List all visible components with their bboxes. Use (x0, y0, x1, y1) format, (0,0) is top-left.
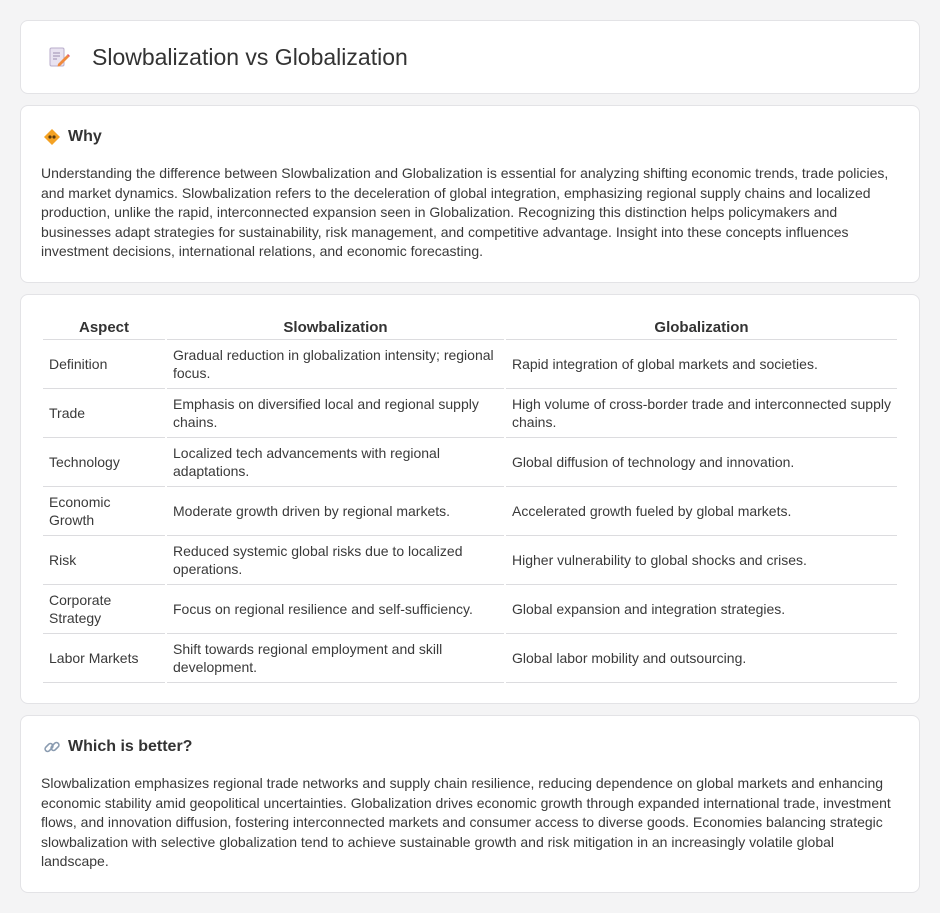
cell-slowbalization: Moderate growth driven by regional markets. (167, 487, 504, 536)
why-section (20, 105, 920, 283)
cell-aspect: Definition (43, 340, 165, 389)
cell-aspect: Technology (43, 438, 165, 487)
document-pencil-icon (47, 45, 71, 69)
table-row (43, 634, 897, 683)
cell-slowbalization: Shift towards regional employment and skill development. (167, 634, 504, 683)
cell-slowbalization: Gradual reduction in globalization intensity; regional focus. (167, 340, 504, 389)
cell-slowbalization: Localized tech advancements with regional adaptations. (167, 438, 504, 487)
which-title: Which is better? (68, 738, 193, 755)
table-row (43, 536, 897, 585)
cell-aspect: Trade (43, 389, 165, 438)
cell-globalization: Global diffusion of technology and innovation. (506, 438, 897, 487)
cell-globalization: Rapid integration of global markets and societies. (506, 340, 897, 389)
cell-slowbalization: Emphasis on diversified local and regional supply chains. (167, 389, 504, 438)
cell-globalization: Global labor mobility and outsourcing. (506, 634, 897, 683)
cell-aspect: Economic Growth (43, 487, 165, 536)
cell-slowbalization: Focus on regional resilience and self-sufficiency. (167, 585, 504, 634)
table-row (43, 389, 897, 438)
cell-globalization: Accelerated growth fueled by global markets. (506, 487, 897, 536)
table-row (43, 585, 897, 634)
page-title: Slowbalization vs Globalization (92, 43, 408, 70)
header-aspect: Aspect (43, 315, 165, 340)
title-card (20, 20, 920, 94)
header-slowbalization: Slowbalization (167, 315, 504, 340)
which-text: Slowbalization emphasizes regional trade networks and supply chain resilience, reducing dependence on global markets and enhancing economic stability amid geopolitical uncertainties. Globalization drives economic growth through expanded international trade, investment flows, and innovation diffusion, fostering interconnected markets and consumer access to diverse goods. Economies balancing strategic slowbalization with selective globalization tend to achieve sustainable growth and risk mitigation in an increasingly volatile global landscape. (41, 775, 891, 870)
cell-aspect: Labor Markets (43, 634, 165, 683)
link-icon (43, 738, 61, 756)
diamond-sign-icon (43, 128, 61, 146)
comparison-table-card (20, 294, 920, 704)
which-section (20, 715, 920, 893)
why-text: Understanding the difference between Slowbalization and Globalization is essential for analyzing shifting economic trends, trade policies, and market dynamics. Slowbalization refers to the deceleration of global integration, emphasizing regional supply chains and localized production, unlike the rapid, interconnected expansion seen in Globalization. Recognizing this distinction helps policymakers and businesses adapt strategies for sustainability, risk management, and competitive advantage. Insight into these concepts influences investment decisions, international relations, and economic forecasting. (41, 165, 889, 260)
why-title: Why (68, 128, 102, 145)
table-row (43, 340, 897, 389)
cell-aspect: Risk (43, 536, 165, 585)
header-globalization: Globalization (506, 315, 897, 340)
table-row (43, 487, 897, 536)
comparison-table (41, 315, 899, 683)
table-header-row (43, 315, 897, 340)
table-row (43, 438, 897, 487)
cell-slowbalization: Reduced systemic global risks due to localized operations. (167, 536, 504, 585)
cell-globalization: Global expansion and integration strategies. (506, 585, 897, 634)
cell-globalization: High volume of cross-border trade and interconnected supply chains. (506, 389, 897, 438)
cell-aspect: Corporate Strategy (43, 585, 165, 634)
cell-globalization: Higher vulnerability to global shocks and crises. (506, 536, 897, 585)
